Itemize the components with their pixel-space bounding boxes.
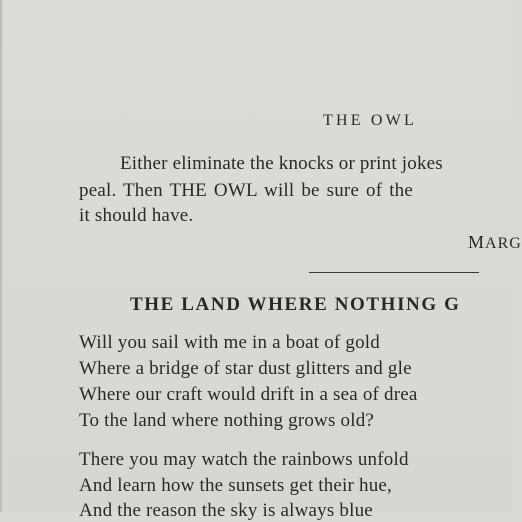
poem-stanza1-line-2: Where a bridge of star dust glitters and gle <box>79 358 412 379</box>
letter-line-3: it should have. <box>79 205 194 226</box>
letter-line-2: peal. Then THE OWL will be sure of the <box>79 180 414 201</box>
letter-line-1: Either eliminate the knocks or print jokes <box>120 153 443 174</box>
poem-stanza2-line-2: And learn how the sunsets get their hue, <box>79 475 392 496</box>
poem-stanza2-line-3: And the reason the sky is always blue <box>79 500 373 521</box>
letter-signature <box>468 232 522 253</box>
poem-stanza1-line-4: To the land where nothing grows old? <box>79 410 375 431</box>
poem-title: THE LAND WHERE NOTHING G <box>130 294 461 315</box>
poem-stanza2-line-1: There you may watch the rainbows unfold <box>79 449 409 470</box>
signature-rest: ARG <box>485 235 522 252</box>
running-head: THE OWL <box>323 112 417 129</box>
poem-stanza1-line-3: Where our craft would drift in a sea of drea <box>79 384 418 405</box>
page-edge-shadow <box>0 0 3 512</box>
signature-initial: M <box>468 232 486 252</box>
poem-stanza1-line-1: Will you sail with me in a boat of gold <box>79 332 380 353</box>
section-divider <box>309 272 479 273</box>
